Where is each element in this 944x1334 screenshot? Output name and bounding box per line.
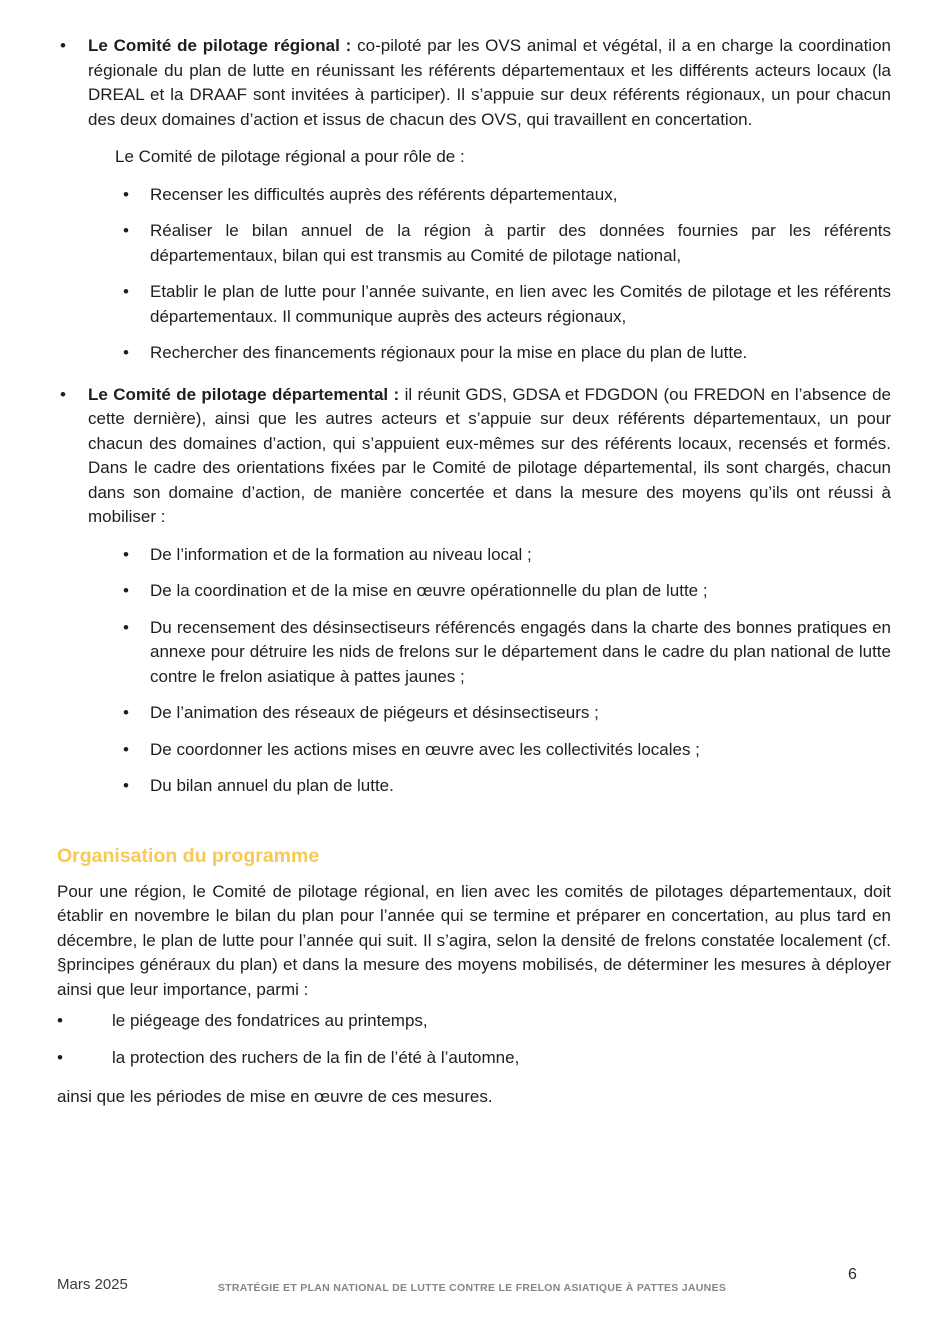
sub-bullet-text: Rechercher des financements régionaux pour la mise en place du plan de lutte.: [150, 343, 748, 362]
sub-bullet-text: De l’information et de la formation au niveau local ;: [150, 544, 532, 564]
bullet-icon: •: [123, 184, 129, 204]
sub-bullet-animation: [57, 701, 891, 726]
bullet-piegeage: [57, 1009, 891, 1034]
sub-bullet-recensement: [57, 616, 891, 690]
intro-role-regional: Le Comité de pilotage régional a pour rôle de :: [115, 147, 465, 166]
sub-bullet-recenser: [57, 183, 891, 208]
bullet-item-comite-departemental: [57, 383, 891, 530]
bullet-icon: •: [123, 544, 129, 564]
footer-document-title: STRATÉGIE ET PLAN NATIONAL DE LUTTE CONTRE LE FRELON ASIATIQUE À PATTES JAUNES: [217, 1282, 727, 1294]
sub-bullet-coordination: [57, 579, 891, 604]
sub-bullet-realiser: [57, 219, 891, 268]
sub-bullet-text: Du bilan annuel du plan de lutte.: [150, 776, 394, 795]
bullet-icon: •: [60, 36, 66, 55]
footer-date: Mars 2025: [57, 1276, 128, 1293]
bold-lead-departemental: Le Comité de pilotage départemental :: [88, 384, 400, 404]
sub-bullet-text: Etablir le plan de lutte pour l’année suivante, en lien avec les Comités de pilotage et les référents départementaux. Il communique auprès des acteurs régionaux,: [150, 282, 891, 326]
sub-bullet-text: Recenser les difficultés auprès des référents départementaux,: [150, 184, 618, 204]
body-text-departemental: il réunit GDS, GDSA et FDGDON (ou FREDON en l’absence de cette dernière), ainsi que les autres acteurs et s’appuie sur deux référents départementaux, un pour chacun des domaines d’action, qui s’appuient eux-mêmes sur des référents locaux, recensés et formés. Dans le cadre des orientations fixées par le Comité de pilotage départemental, ils sont chargés, chacun dans son domaine d’action, de manière concertée et dans la mesure des moyens qu’ils ont réussi à mobiliser :: [88, 384, 891, 526]
bullet-icon: •: [60, 384, 66, 404]
sub-bullet-text: Du recensement des désinsectiseurs référencés engagés dans la charte des bonnes pratiques en annexe pour détruire les nids de frelons sur le département dans le cadre du plan national de lutte contre le frelon asiatique à pattes jaunes ;: [150, 617, 891, 686]
bullet-item-comite-regional: [57, 34, 891, 132]
sub-bullet-coordonner: [57, 738, 891, 763]
bullet-icon: •: [123, 282, 129, 301]
sub-bullet-bilan: [57, 774, 891, 799]
bullet-icon: •: [123, 739, 129, 759]
bullet-icon: •: [123, 343, 129, 362]
sub-bullet-text: De l’animation des réseaux de piégeurs et désinsectiseurs ;: [150, 703, 599, 722]
sub-bullet-rechercher: [57, 341, 891, 366]
bold-lead-regional: Le Comité de pilotage régional :: [88, 36, 352, 55]
section-heading-organisation: Organisation du programme: [57, 844, 320, 867]
page-content: [57, 34, 891, 1110]
closing-line: ainsi que les périodes de mise en œuvre de ces mesures.: [57, 1087, 493, 1106]
sub-bullet-text: De coordonner les actions mises en œuvre avec les collectivités locales ;: [150, 739, 700, 759]
sub-bullet-etablir: [57, 280, 891, 329]
bullet-text: le piégeage des fondatrices au printemps,: [112, 1011, 428, 1030]
page-number: 6: [848, 1266, 857, 1283]
paragraph-organisation: Pour une région, le Comité de pilotage régional, en lien avec les comités de pilotages départementaux, doit établir en novembre le bilan du plan pour l’année qui se termine et préparer en concertation, au plus tard en décembre, le plan de lutte pour l’année qui suit. Il s’agira, selon la densité de frelons constatée localement (cf. §principes généraux du plan) et dans la mesure des moyens mobilisés, de déterminer les mesures à déployer ainsi que leur importance, parmi :: [57, 881, 891, 999]
bullet-icon: •: [123, 776, 129, 795]
sub-bullet-text: De la coordination et de la mise en œuvre opérationnelle du plan de lutte ;: [150, 581, 708, 600]
bullet-icon: •: [123, 581, 129, 600]
sub-bullet-information: [57, 543, 891, 568]
body-text-regional: co-piloté par les OVS animal et végétal, il a en charge la coordination régionale du plan de lutte en réunissant les référents départementaux et les différents acteurs locaux (la DREAL et la DRAAF sont invitées à participer). Il s’appuie sur deux référents régionaux, un pour chacun des deux domaines d’action et issus de chacun des OVS, qui travaillent en concertation.: [88, 36, 891, 129]
bullet-icon: •: [57, 1011, 63, 1030]
paragraph-comite-regional: [88, 34, 891, 132]
bullet-icon: •: [57, 1047, 63, 1067]
bullet-protection: [57, 1046, 891, 1071]
sub-bullet-text: Réaliser le bilan annuel de la région à partir des données fournies par les référents départementaux, bilan qui est transmis au Comité de pilotage national,: [150, 221, 891, 265]
bullet-text: la protection des ruchers de la fin de l’été à l’automne,: [112, 1047, 520, 1067]
bullet-icon: •: [123, 617, 129, 637]
bullet-icon: •: [123, 703, 129, 722]
bullet-icon: •: [123, 221, 129, 240]
paragraph-comite-departemental: [88, 383, 891, 530]
